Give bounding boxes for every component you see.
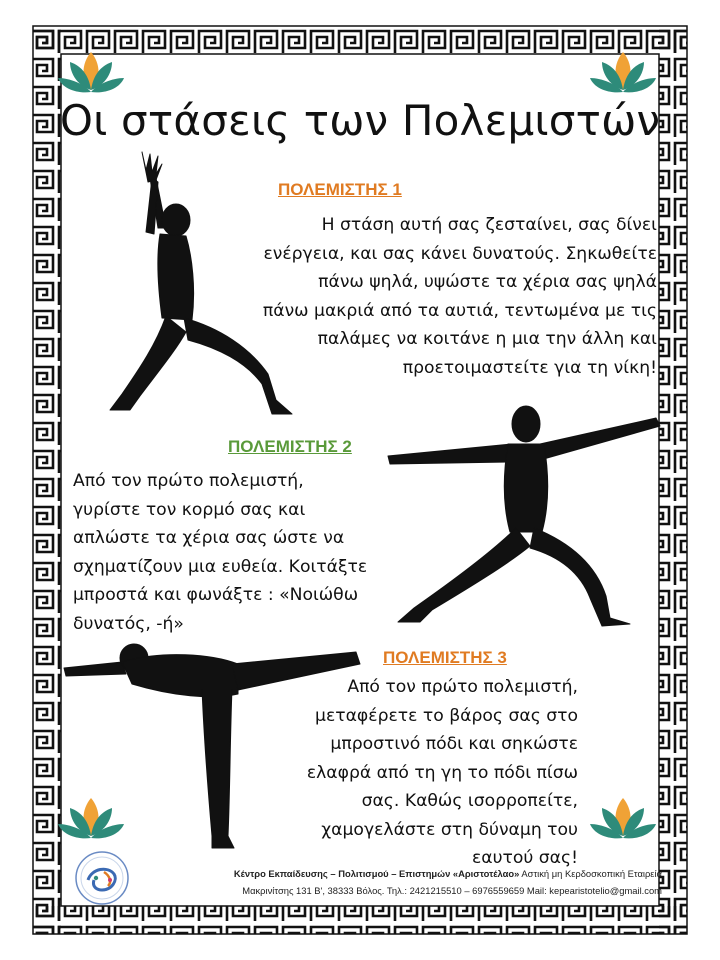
footer-org-type: Αστική μη Κερδοσκοπική Εταιρεία — [519, 868, 662, 879]
warrior-2-heading: ΠΟΛΕΜΙΣΤΗΣ 2 — [228, 437, 352, 456]
organization-logo — [74, 850, 130, 906]
warrior-1-heading: ΠΟΛΕΜΙΣΤΗΣ 1 — [278, 180, 402, 199]
footer-org-name: Κέντρο Εκπαίδευσης – Πολιτισμού – Επιστημών «Αριστοτέλαο» — [233, 868, 520, 879]
footer-contact: Μακρινίτσης 131 Β', 38333 Βόλος. Τηλ.: 2421215510 – 6976559659 Mail: kepearistotelio@gmail.com — [242, 885, 662, 896]
footer-organization — [150, 868, 662, 879]
lotus-icon — [588, 796, 658, 846]
page-title: Οι στάσεις των Πολεμιστών — [59, 96, 661, 145]
lotus-icon — [56, 50, 126, 100]
warrior-3-text: Από τον πρώτο πολεμιστή, μεταφέρετε το βάρος σας στο μπροστινό πόδι και σηκώστε ελαφρά από τη γη το πόδι πίσω σας. Καθώς ισορροπείτε, χαμογελάστε στη δύναμη του εαυτού σας! — [306, 677, 578, 868]
lotus-icon — [588, 50, 658, 100]
warrior-3-heading: ΠΟΛΕΜΙΣΤΗΣ 3 — [383, 648, 507, 667]
warrior-2-text: Από τον πρώτο πολεμιστή, γυρίστε τον κορμό σας και απλώστε τα χέρια σας ώστε να σχηματίζουν μια ευθεία. Κοιτάξτε μπροστά και φωνάξτε : «Νοιώθω δυνατός, -ή» — [73, 471, 368, 634]
warrior-2-silhouette — [384, 400, 664, 630]
warrior-1-text: Η στάση αυτή σας ζεσταίνει, σας δίνει ενέργεια, και σας κάνει δυνατούς. Σηκωθείτε πάνω ψηλά, υψώστε τα χέρια σας ψηλά πάνω μακριά από τα αυτιά, τεντωμένα με τις παλάμες να κοιτάνε η μια την άλλη και προετοιμαστείτε για τη νίκη! — [262, 215, 657, 378]
